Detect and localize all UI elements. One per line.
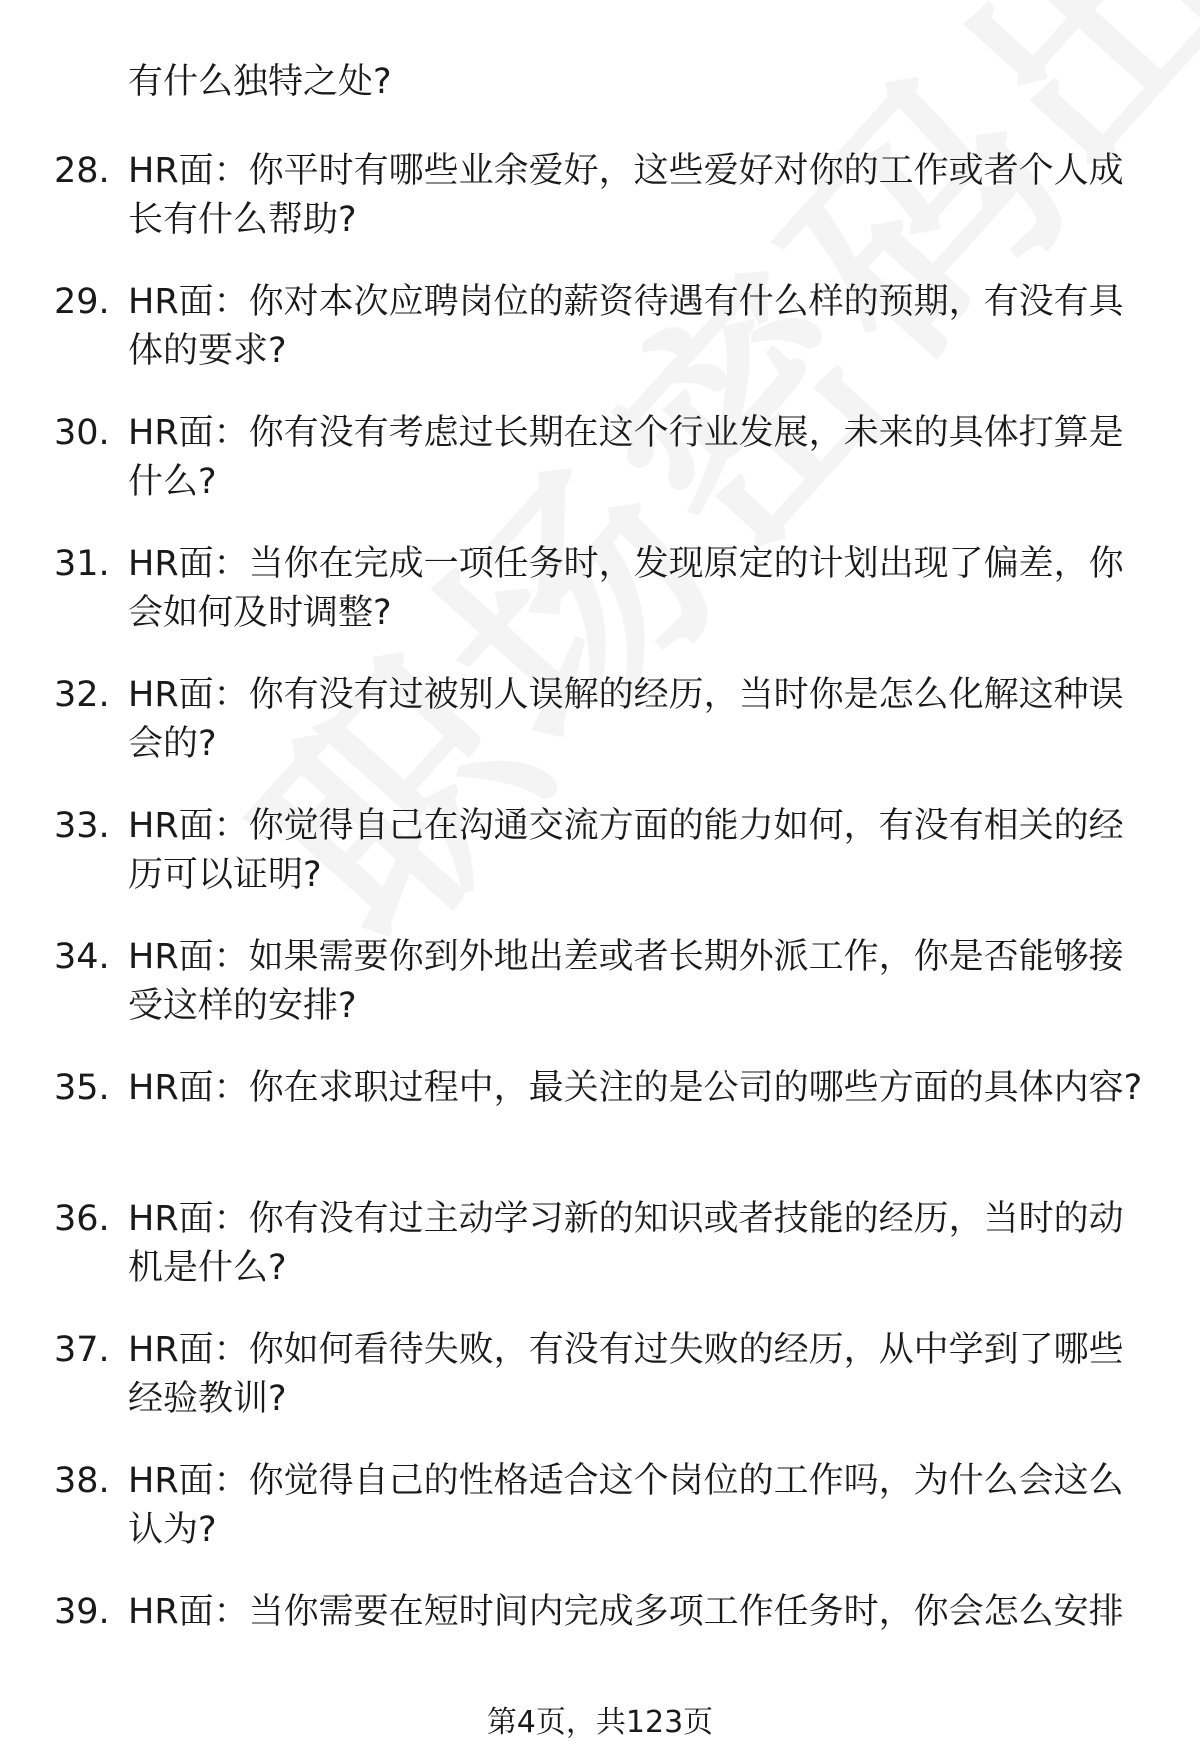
question-item (0, 1588, 1200, 1719)
question-text: HR面：你觉得自己的性格适合这个岗位的工作吗，为什么会这么认为? (128, 1461, 1124, 1550)
question-number: 32. (54, 675, 110, 715)
question-item (0, 1457, 1200, 1588)
question-text: HR面：你在求职过程中，最关注的是公司的哪些方面的具体内容? (128, 1068, 1143, 1108)
page-footer: 第4页，共123页 (486, 1705, 714, 1740)
question-item (0, 1064, 1200, 1195)
question-number: 33. (54, 806, 110, 846)
question-text: HR面：你觉得自己在沟通交流方面的能力如何，有没有相关的经历可以证明? (128, 806, 1124, 895)
question-item (0, 540, 1200, 671)
question-number: 29. (54, 282, 110, 322)
question-number: 37. (54, 1330, 110, 1370)
question-number: 39. (54, 1592, 110, 1632)
question-item (0, 933, 1200, 1064)
question-text: HR面：你如何看待失败，有没有过失败的经历，从中学到了哪些经验教训? (128, 1330, 1124, 1419)
question-item (0, 1326, 1200, 1457)
question-text: HR面：你对本次应聘岗位的薪资待遇有什么样的预期，有没有具体的要求? (128, 282, 1124, 371)
question-text: HR面：你有没有过被别人误解的经历，当时你是怎么化解这种误会的? (128, 675, 1124, 764)
question-item (0, 409, 1200, 540)
question-item (0, 147, 1200, 278)
question-item (0, 671, 1200, 802)
continuation-text: 有什么独特之处? (128, 62, 392, 102)
question-item (0, 278, 1200, 409)
question-number: 35. (54, 1068, 110, 1108)
question-text: HR面：你有没有过主动学习新的知识或者技能的经历，当时的动机是什么? (128, 1199, 1124, 1288)
question-text: HR面：如果需要你到外地出差或者长期外派工作，你是否能够接受这样的安排? (128, 937, 1124, 1026)
question-number: 36. (54, 1199, 110, 1239)
question-number: 30. (54, 413, 110, 453)
question-list (0, 147, 1200, 1719)
question-number: 38. (54, 1461, 110, 1501)
question-item (0, 802, 1200, 933)
question-item (0, 1195, 1200, 1326)
question-text: HR面：当你需要在短时间内完成多项工作任务时，你会怎么安排 (128, 1592, 1124, 1632)
question-number: 31. (54, 544, 110, 584)
question-number: 34. (54, 937, 110, 977)
question-text: HR面：你有没有考虑过长期在这个行业发展，未来的具体打算是什么? (128, 413, 1124, 502)
question-number: 28. (54, 151, 110, 191)
question-text: HR面：你平时有哪些业余爱好，这些爱好对你的工作或者个人成长有什么帮助? (128, 151, 1124, 240)
question-text: HR面：当你在完成一项任务时，发现原定的计划出现了偏差，你会如何及时调整? (128, 544, 1124, 633)
